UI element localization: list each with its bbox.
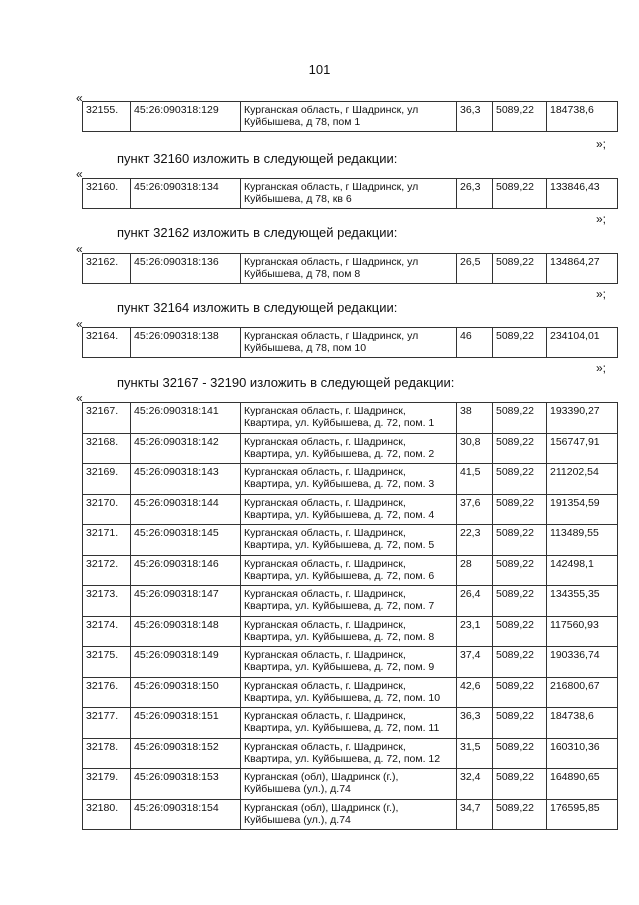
cell-address: Курганская область, г. Шадринск, Квартира, ул. Куйбышева, д. 72, пом. 9: [241, 647, 457, 678]
cell-address: Курганская область, г. Шадринск, Квартира, ул. Куйбышева, д. 72, пом. 5: [241, 525, 457, 556]
cell-row-number: 32169.: [83, 464, 131, 495]
cell-area: 31,5: [457, 738, 493, 769]
property-table: [82, 327, 618, 358]
cell-rate: 5089,22: [493, 769, 547, 800]
cell-row-number: 32167.: [83, 403, 131, 434]
cell-area: 22,3: [457, 525, 493, 556]
cell-area: 28: [457, 555, 493, 586]
cell-area: 41,5: [457, 464, 493, 495]
cell-row-number: 32173.: [83, 586, 131, 617]
table-row: [83, 179, 618, 209]
table-row: [83, 494, 618, 525]
page-number: 101: [308, 62, 331, 77]
cell-address: Курганская область, г. Шадринск, Квартира, ул. Куйбышева, д. 72, пом. 7: [241, 586, 457, 617]
cell-value: 234104,01: [547, 328, 618, 358]
cell-rate: 5089,22: [493, 179, 547, 209]
cell-address: Курганская область, г Шадринск, ул Куйбышева, д 78, пом 1: [241, 102, 457, 132]
cell-rate: 5089,22: [493, 647, 547, 678]
cell-cadastral-number: 45:26:090318:152: [131, 738, 241, 769]
cell-cadastral-number: 45:26:090318:134: [131, 179, 241, 209]
cell-row-number: 32176.: [83, 677, 131, 708]
cell-area: 30,8: [457, 433, 493, 464]
cell-row-number: 32160.: [83, 179, 131, 209]
cell-cadastral-number: 45:26:090318:146: [131, 555, 241, 586]
table-row: [83, 677, 618, 708]
cell-cadastral-number: 45:26:090318:147: [131, 586, 241, 617]
cell-address: Курганская область, г. Шадринск, Квартира, ул. Куйбышева, д. 72, пом. 1: [241, 403, 457, 434]
cell-address: Курганская область, г Шадринск, ул Куйбышева, д 78, пом 10: [241, 328, 457, 358]
property-table: [82, 178, 618, 209]
cell-row-number: 32180.: [83, 799, 131, 830]
cell-cadastral-number: 45:26:090318:138: [131, 328, 241, 358]
table-row: [83, 328, 618, 358]
opening-quote: «: [76, 167, 83, 181]
cell-area: 32,4: [457, 769, 493, 800]
cell-area: 46: [457, 328, 493, 358]
cell-cadastral-number: 45:26:090318:129: [131, 102, 241, 132]
cell-area: 26,3: [457, 179, 493, 209]
cell-value: 193390,27: [547, 403, 618, 434]
cell-value: 184738,6: [547, 102, 618, 132]
table-row: [83, 433, 618, 464]
cell-cadastral-number: 45:26:090318:148: [131, 616, 241, 647]
table-row: [83, 769, 618, 800]
cell-value: 191354,59: [547, 494, 618, 525]
table-row: [83, 403, 618, 434]
opening-quote: «: [76, 391, 83, 405]
table-row: [83, 555, 618, 586]
opening-quote: «: [76, 91, 83, 105]
cell-row-number: 32171.: [83, 525, 131, 556]
cell-value: 190336,74: [547, 647, 618, 678]
cell-address: Курганская область, г Шадринск, ул Куйбышева, д 78, кв 6: [241, 179, 457, 209]
closing-quote: »;: [596, 212, 607, 226]
table-row: [83, 525, 618, 556]
cell-area: 36,3: [457, 708, 493, 739]
cell-value: 134864,27: [547, 254, 618, 284]
cell-area: 37,4: [457, 647, 493, 678]
cell-address: Курганская область, г Шадринск, ул Куйбышева, д 78, пом 8: [241, 254, 457, 284]
section-heading: пункт 32162 изложить в следующей редакции:: [117, 225, 398, 240]
cell-rate: 5089,22: [493, 328, 547, 358]
opening-quote: «: [76, 242, 83, 256]
opening-quote: «: [76, 317, 83, 331]
cell-rate: 5089,22: [493, 525, 547, 556]
cell-cadastral-number: 45:26:090318:144: [131, 494, 241, 525]
cell-address: Курганская область, г. Шадринск, Квартира, ул. Куйбышева, д. 72, пом. 6: [241, 555, 457, 586]
cell-value: 117560,93: [547, 616, 618, 647]
cell-rate: 5089,22: [493, 616, 547, 647]
cell-row-number: 32179.: [83, 769, 131, 800]
closing-quote: »;: [596, 361, 607, 375]
cell-rate: 5089,22: [493, 708, 547, 739]
table-row: [83, 708, 618, 739]
table-row: [83, 464, 618, 495]
cell-cadastral-number: 45:26:090318:145: [131, 525, 241, 556]
cell-area: 36,3: [457, 102, 493, 132]
cell-cadastral-number: 45:26:090318:150: [131, 677, 241, 708]
cell-value: 216800,67: [547, 677, 618, 708]
cell-address: Курганская (обл), Шадринск (г.), Куйбышева (ул.), д.74: [241, 769, 457, 800]
cell-area: 26,4: [457, 586, 493, 617]
cell-row-number: 32174.: [83, 616, 131, 647]
property-table: [82, 253, 618, 284]
cell-address: Курганская область, г. Шадринск, Квартира, ул. Куйбышева, д. 72, пом. 8: [241, 616, 457, 647]
cell-address: Курганская (обл), Шадринск (г.), Куйбышева (ул.), д.74: [241, 799, 457, 830]
cell-area: 42,6: [457, 677, 493, 708]
cell-row-number: 32164.: [83, 328, 131, 358]
cell-rate: 5089,22: [493, 738, 547, 769]
cell-row-number: 32178.: [83, 738, 131, 769]
table-row: [83, 586, 618, 617]
cell-cadastral-number: 45:26:090318:149: [131, 647, 241, 678]
cell-value: 156747,91: [547, 433, 618, 464]
cell-area: 23,1: [457, 616, 493, 647]
cell-row-number: 32177.: [83, 708, 131, 739]
cell-row-number: 32162.: [83, 254, 131, 284]
cell-rate: 5089,22: [493, 433, 547, 464]
cell-value: 142498,1: [547, 555, 618, 586]
cell-value: 164890,65: [547, 769, 618, 800]
cell-area: 26,5: [457, 254, 493, 284]
cell-cadastral-number: 45:26:090318:141: [131, 403, 241, 434]
cell-rate: 5089,22: [493, 494, 547, 525]
cell-row-number: 32172.: [83, 555, 131, 586]
table-row: [83, 102, 618, 132]
cell-row-number: 32170.: [83, 494, 131, 525]
cell-value: 133846,43: [547, 179, 618, 209]
cell-rate: 5089,22: [493, 464, 547, 495]
property-table: [82, 402, 618, 830]
cell-address: Курганская область, г. Шадринск, Квартира, ул. Куйбышева, д. 72, пом. 10: [241, 677, 457, 708]
table-row: [83, 799, 618, 830]
cell-cadastral-number: 45:26:090318:143: [131, 464, 241, 495]
cell-address: Курганская область, г. Шадринск, Квартира, ул. Куйбышева, д. 72, пом. 4: [241, 494, 457, 525]
cell-cadastral-number: 45:26:090318:151: [131, 708, 241, 739]
cell-cadastral-number: 45:26:090318:136: [131, 254, 241, 284]
table-row: [83, 616, 618, 647]
cell-value: 113489,55: [547, 525, 618, 556]
cell-area: 34,7: [457, 799, 493, 830]
cell-value: 184738,6: [547, 708, 618, 739]
cell-rate: 5089,22: [493, 254, 547, 284]
table-row: [83, 254, 618, 284]
cell-rate: 5089,22: [493, 799, 547, 830]
cell-address: Курганская область, г. Шадринск, Квартира, ул. Куйбышева, д. 72, пом. 2: [241, 433, 457, 464]
cell-rate: 5089,22: [493, 677, 547, 708]
cell-cadastral-number: 45:26:090318:142: [131, 433, 241, 464]
cell-area: 38: [457, 403, 493, 434]
cell-cadastral-number: 45:26:090318:153: [131, 769, 241, 800]
section-heading: пункт 32160 изложить в следующей редакции:: [117, 151, 398, 166]
closing-quote: »;: [596, 287, 607, 301]
cell-address: Курганская область, г. Шадринск, Квартира, ул. Куйбышева, д. 72, пом. 12: [241, 738, 457, 769]
section-heading: пункт 32164 изложить в следующей редакции:: [117, 300, 398, 315]
table-row: [83, 738, 618, 769]
cell-address: Курганская область, г. Шадринск, Квартира, ул. Куйбышева, д. 72, пом. 3: [241, 464, 457, 495]
cell-row-number: 32155.: [83, 102, 131, 132]
closing-quote: »;: [596, 137, 607, 151]
cell-rate: 5089,22: [493, 586, 547, 617]
cell-cadastral-number: 45:26:090318:154: [131, 799, 241, 830]
cell-address: Курганская область, г. Шадринск, Квартира, ул. Куйбышева, д. 72, пом. 11: [241, 708, 457, 739]
cell-rate: 5089,22: [493, 102, 547, 132]
cell-value: 160310,36: [547, 738, 618, 769]
section-heading: пункты 32167 - 32190 изложить в следующей редакции:: [117, 375, 455, 390]
property-table: [82, 101, 618, 132]
cell-rate: 5089,22: [493, 403, 547, 434]
cell-value: 176595,85: [547, 799, 618, 830]
cell-area: 37,6: [457, 494, 493, 525]
table-row: [83, 647, 618, 678]
cell-row-number: 32175.: [83, 647, 131, 678]
cell-value: 134355,35: [547, 586, 618, 617]
cell-value: 211202,54: [547, 464, 618, 495]
cell-rate: 5089,22: [493, 555, 547, 586]
cell-row-number: 32168.: [83, 433, 131, 464]
